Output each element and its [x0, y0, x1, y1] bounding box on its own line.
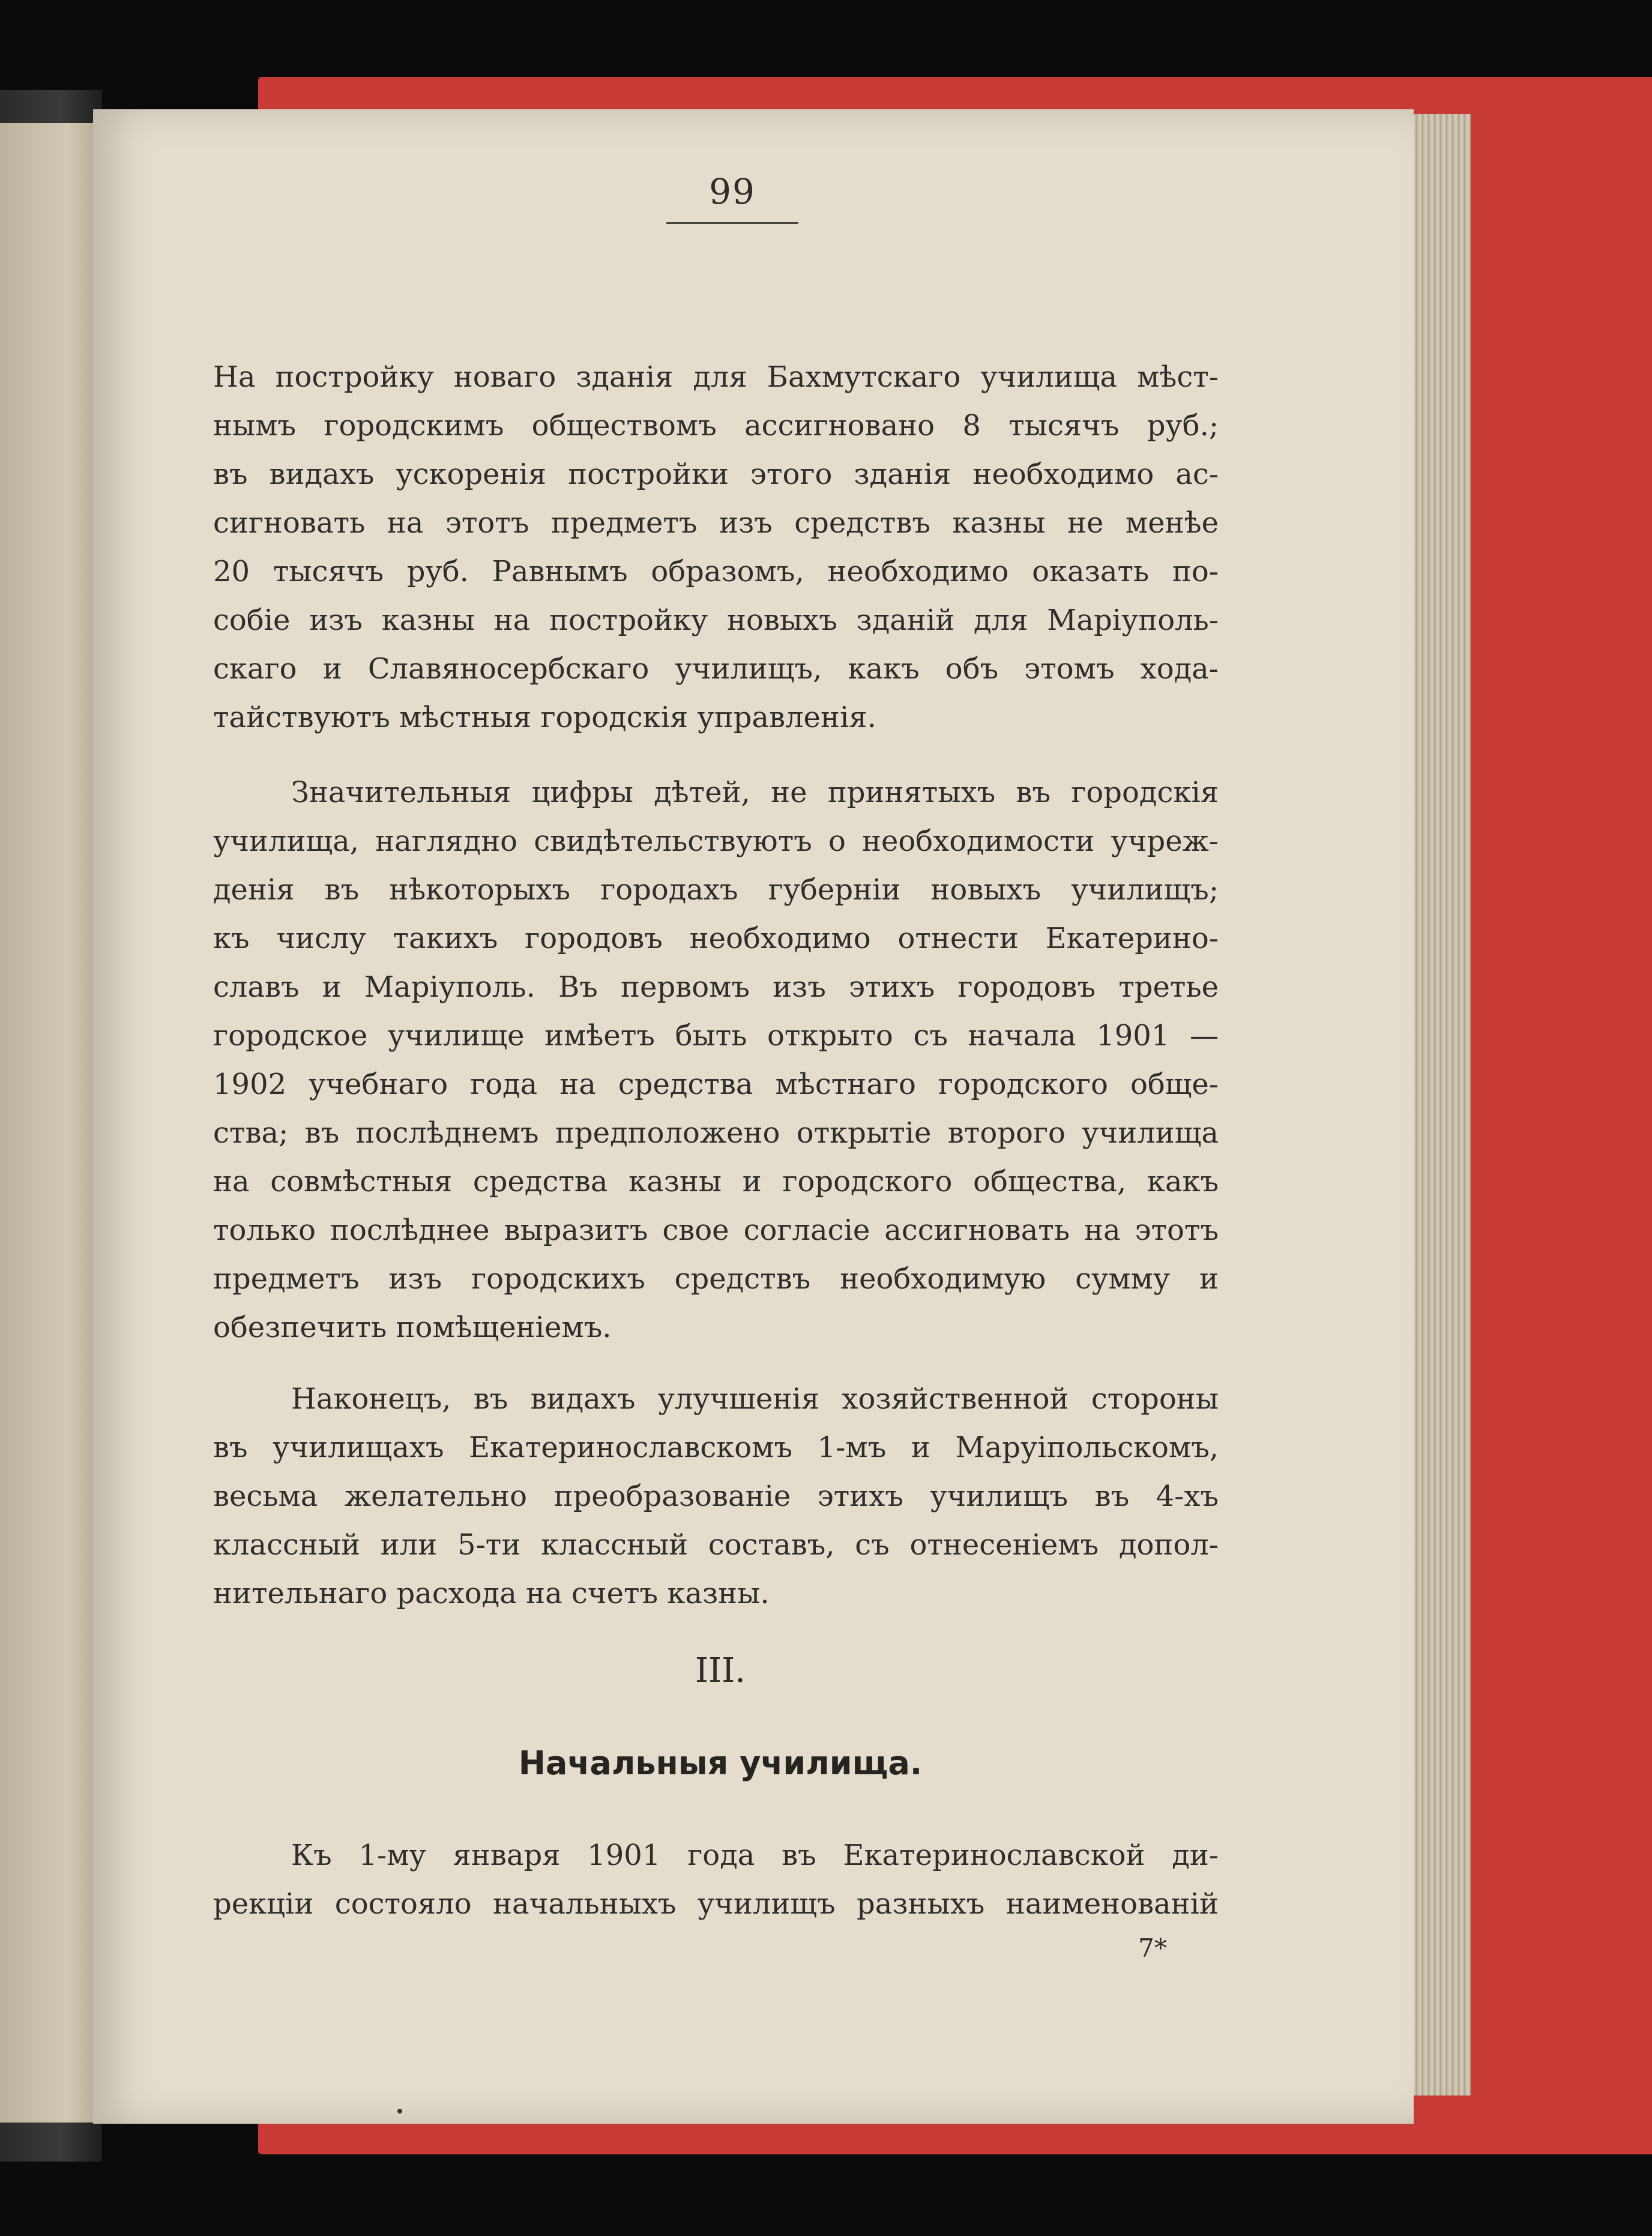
text-line: Наконецъ, въ видахъ улучшенія хозяйственной стороны [291, 1382, 1219, 1416]
paragraph-2 [213, 769, 1219, 1352]
paragraph-3 [213, 1375, 1219, 1618]
section-number: III. [695, 1651, 746, 1690]
section-heading: Начальныя училища. [518, 1744, 923, 1782]
page-stack-edge [1405, 114, 1471, 2095]
text-line: ства; въ послѣднемъ предположено открытіе второго училища [213, 1116, 1219, 1150]
paragraph-4 [213, 1831, 1219, 1929]
text-line: въ видахъ ускоренія постройки этого зданія необходимо ас- [213, 458, 1219, 491]
text-line: городское училище имѣетъ быть открыто съ начала 1901 — [213, 1019, 1219, 1053]
paragraph-1 [213, 353, 1219, 742]
text-line: нымъ городскимъ обществомъ ассигновано 8 тысячъ руб.; [213, 409, 1219, 443]
text-line: на совмѣстныя средства казны и городского общества, какъ [213, 1165, 1219, 1198]
text-line: нительнаго расхода на счетъ казны. [213, 1577, 770, 1610]
text-line: денія въ нѣкоторыхъ городахъ губерніи новыхъ училищъ; [213, 873, 1219, 907]
text-line: тайствуютъ мѣстныя городскія управленія. [213, 701, 876, 734]
text-line: классный или 5-ти классный составъ, съ отнесеніемъ допол- [213, 1528, 1219, 1562]
text-line: 1902 учебнаго года на средства мѣстнаго городского обще- [213, 1068, 1219, 1101]
page-speck [397, 2109, 402, 2114]
text-line: къ числу такихъ городовъ необходимо отнести Екатерино- [213, 922, 1219, 955]
text-line: рекціи состояло начальныхъ училищъ разныхъ наименованій [213, 1887, 1219, 1921]
text-line: скаго и Славяносербскаго училищъ, какъ объ этомъ хода- [213, 652, 1219, 686]
text-line: Къ 1-му января 1901 года въ Екатеринославской ди- [291, 1839, 1219, 1872]
previous-page-edge [0, 123, 96, 2123]
text-line: училища, наглядно свидѣтельствуютъ о необходимости учреж- [213, 824, 1219, 858]
signature-mark: 7* [1138, 1933, 1167, 1963]
text-line: обезпечить помѣщеніемъ. [213, 1311, 612, 1344]
text-line: славъ и Маріуполь. Въ первомъ изъ этихъ городовъ третье [213, 970, 1219, 1004]
page-number: 99 [709, 171, 756, 212]
text-line: На постройку новаго зданія для Бахмутскаго училища мѣст- [213, 360, 1219, 394]
text-line: предметъ изъ городскихъ средствъ необходимую сумму и [213, 1262, 1219, 1296]
text-line: только послѣднее выразитъ свое согласіе ассигновать на этотъ [213, 1213, 1219, 1247]
text-line: 20 тысячъ руб. Равнымъ образомъ, необходимо оказать по- [213, 555, 1219, 588]
text-line: собіе изъ казны на постройку новыхъ зданій для Маріуполь- [213, 603, 1219, 637]
text-line: Значительныя цифры дѣтей, не принятыхъ въ городскія [291, 776, 1219, 809]
page-number-rule [666, 222, 798, 224]
text-line: весьма желательно преобразованіе этихъ училищъ въ 4-хъ [213, 1479, 1219, 1513]
text-line: сигновать на этотъ предметъ изъ средствъ казны не менѣе [213, 506, 1219, 540]
text-line: въ училищахъ Екатеринославскомъ 1-мъ и Маруіпольскомъ, [213, 1431, 1219, 1464]
